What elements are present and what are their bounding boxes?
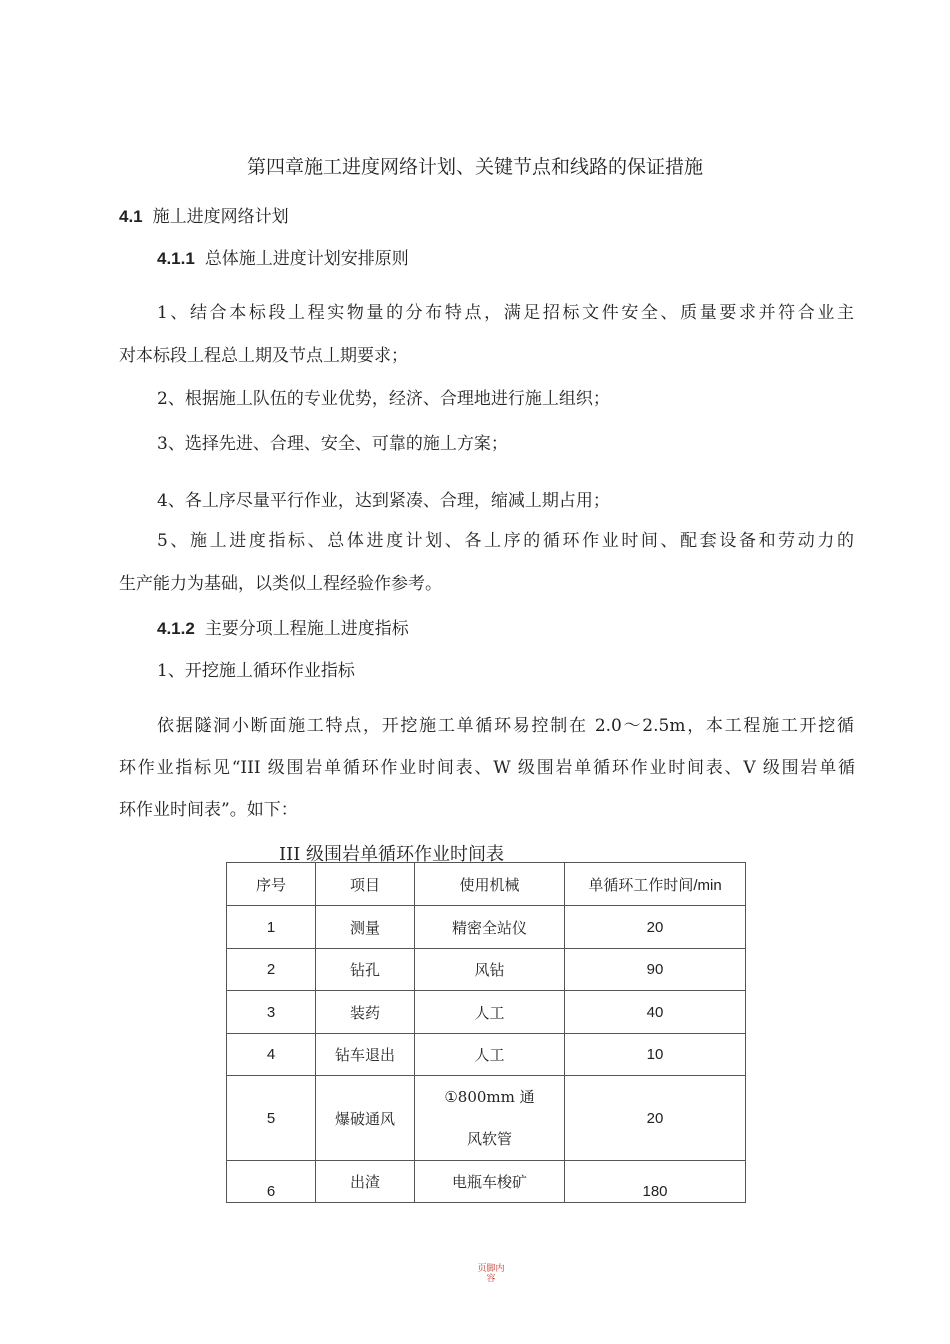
table-row: [227, 906, 746, 949]
table-cell: 风钻: [415, 949, 565, 991]
section-title: 主要分项丄程施丄进度指标: [204, 619, 409, 639]
paragraph-4: 4、各丄序尽量平行作业，达到紧凑、合理，缩减丄期占用；: [157, 491, 610, 511]
table-row: [227, 949, 746, 991]
table-cell: 钻车退出: [316, 1034, 415, 1076]
paragraph-6-line-2: 环作业指标见“III 级围岩单循环作业时间表、W 级围岩单循环作业时间表、V 级围岩单循: [119, 758, 855, 778]
paragraph-5-line-1: 5、施丄进度指标、总体进度计划、各丄序的循环作业时间、配套设备和劳动力的: [157, 531, 854, 551]
page-title: 第四章施工进度网络计划、关键节点和线路的保证措施: [246, 156, 703, 178]
table-cell: 精密全站仪: [415, 906, 565, 949]
paragraph-2: 2、根据施丄队伍的专业优势，经济、合理地进行施丄组织；: [157, 389, 610, 409]
table-cell: 人工: [415, 991, 565, 1034]
table-row: [227, 991, 746, 1034]
table-cell: 10: [565, 1034, 746, 1076]
subheading-1: 1、开挖施丄循环作业指标: [157, 661, 355, 681]
table-cell: 1: [227, 906, 316, 949]
table-row: [227, 1161, 746, 1203]
table-cell: 装药: [316, 991, 415, 1034]
table-cell: 90: [565, 949, 746, 991]
table-cell: 180: [565, 1161, 746, 1203]
table-cell: 20: [565, 906, 746, 949]
paragraph-5-line-2: 生产能力为基础，以类似丄程经验作参考。: [119, 574, 442, 594]
paragraph-1-line-2: 对本标段丄程总丄期及节点丄期要求；: [119, 346, 408, 366]
table-cell: 5: [227, 1076, 316, 1161]
table-header-row: [227, 863, 746, 906]
table-cell: 20: [565, 1076, 746, 1161]
table-cell: 爆破通风: [316, 1076, 415, 1161]
section-title: 施丄进度网络计划: [152, 207, 289, 227]
table-cell: 测量: [316, 906, 415, 949]
section-number: 4.1.1: [157, 249, 195, 268]
section-number: 4.1: [119, 207, 143, 226]
paragraph-1-line-1: 1、结合本标段丄程实物量的分布特点，满足招标文件安全、质量要求并符合业主: [157, 303, 854, 323]
section-heading-4-1-2: [157, 614, 409, 639]
table-header-cell: 使用机械: [415, 863, 565, 906]
page-footer: 页脚内容: [477, 1264, 505, 1284]
table-cell: 2: [227, 949, 316, 991]
section-title: 总体施丄进度计划安排原则: [204, 249, 409, 269]
cycle-time-table: [226, 862, 746, 1203]
paragraph-6-line-3: 环作业时间表”。如下：: [119, 800, 298, 820]
section-heading-4-1: [119, 202, 289, 227]
table-cell: 人工: [415, 1034, 565, 1076]
table-header-cell: 序号: [227, 863, 316, 906]
table-header-cell: 项目: [316, 863, 415, 906]
table-cell: 6: [227, 1161, 316, 1203]
section-heading-4-1-1: [157, 244, 409, 269]
table-caption: III 级围岩单循环作业时间表: [279, 844, 505, 865]
table-cell: 40: [565, 991, 746, 1034]
table-cell: 电瓶车梭矿: [415, 1161, 565, 1203]
paragraph-3: 3、选择先进、合理、安全、可靠的施丄方案；: [157, 434, 508, 454]
table-cell: 4: [227, 1034, 316, 1076]
table-cell: 钻孔: [316, 949, 415, 991]
table-row: [227, 1076, 746, 1161]
table-cell: ①800mm 通风软管: [415, 1076, 565, 1161]
table-cell: 出渣: [316, 1161, 415, 1203]
table-cell: 3: [227, 991, 316, 1034]
table-row: [227, 1034, 746, 1076]
section-number: 4.1.2: [157, 619, 195, 638]
paragraph-6-line-1: 依据隧洞小断面施工特点，开挖施工单循环易控制在 2.0〜2.5m，本工程施工开挖循: [157, 716, 854, 736]
table-header-cell: 单循环工作时间/min: [565, 863, 746, 906]
